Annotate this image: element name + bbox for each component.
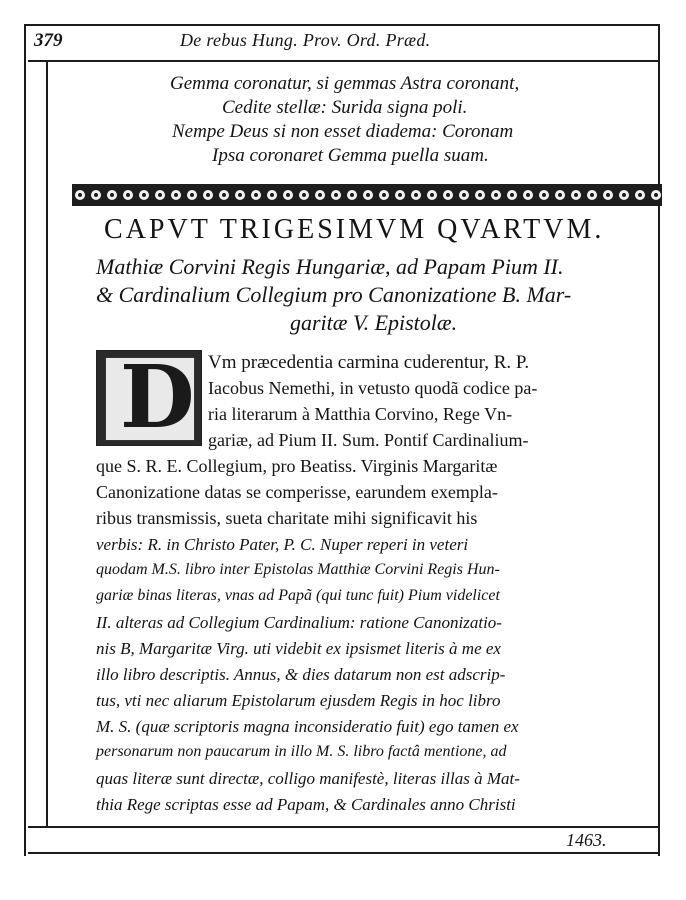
verse-line-1: Gemma coronatur, si gemmas Astra coronant, (170, 73, 520, 94)
ornamental-band (72, 182, 662, 208)
body-line-7: ribus transmissis, sueta charitate mihi significavit his (96, 508, 478, 528)
chapter-subtitle-line-2: & Cardinalium Collegium pro Canonizatione B. Mar- (96, 282, 572, 307)
initial-letter: D (120, 347, 195, 448)
bottom-rule-lower (28, 852, 658, 854)
body-line-2: Iacobus Nemethi, in vetusto quodã codice pa- (208, 378, 538, 398)
page-number: 379 (34, 30, 63, 51)
body-line-1: Vm præcedentia carmina cuderentur, R. P. (208, 352, 530, 373)
body-italic-line-1: verbis: R. in Christo Pater, P. C. Nuper reperi in veteri (96, 535, 469, 554)
catchword-year: 1463. (566, 830, 607, 850)
body-italic-line-6: illo libro descriptis. Annus, & dies datarum non est adscrip- (96, 665, 506, 684)
body-line-5: que S. R. E. Collegium, pro Beatiss. Virginis Margaritæ (96, 456, 498, 476)
running-title: De rebus Hung. Prov. Ord. Præd. (180, 30, 431, 50)
inner-margin-line (46, 60, 48, 826)
body-italic-line-8: M. S. (quæ scriptoris magna inconsideratio fuit) ego tamen ex (96, 717, 519, 736)
chapter-subtitle-line-1: Mathiæ Corvini Regis Hungariæ, ad Papam Pium II. (96, 254, 564, 279)
chapter-subtitle-line-3: garitæ V. Epistolæ. (290, 310, 458, 335)
top-rule (24, 24, 660, 26)
body-italic-line-4: II. alteras ad Collegium Cardinalium: ratione Canonizatio- (96, 613, 502, 632)
verse-line-4: Ipsa coronaret Gemma puella suam. (212, 145, 489, 166)
bottom-rule-upper (28, 826, 658, 828)
body-italic-line-3: gariæ binas literas, vnas ad Papã (qui tunc fuit) Pium videlicet (96, 587, 500, 604)
body-italic-line-5: nis B, Margaritæ Virg. uti videbit ex ipsismet literis à me ex (96, 639, 501, 658)
verse-line-2: Cedite stellæ: Surida signa poli. (222, 97, 468, 118)
body-italic-line-9: personarum non paucarum in illo M. S. libro factâ mentione, ad (96, 743, 507, 760)
body-italic-line-10: quas literæ sunt directæ, colligo manifestè, literas illas à Mat- (96, 769, 520, 788)
left-frame-line (24, 24, 26, 856)
header-rule (28, 60, 658, 62)
body-italic-line-2: quodam M.S. libro inter Epistolas Matthiæ Corvini Regis Hun- (96, 561, 500, 578)
body-line-4: gariæ, ad Pium II. Sum. Pontif Cardinalium- (208, 430, 529, 450)
verse-line-3: Nempe Deus si non esset diadema: Coronam (172, 121, 514, 142)
decorated-initial-panel (105, 347, 195, 448)
body-italic-line-11: thia Rege scriptas esse ad Papam, & Cardinales anno Christi (96, 795, 516, 814)
decorated-initial (96, 347, 202, 448)
body-line-3: ria literarum à Matthia Corvino, Rege Vn- (208, 404, 513, 424)
body-italic-line-7: tus, vti nec aliarum Epistolarum ejusdem Regis in hoc libro (96, 691, 501, 710)
body-line-6: Canonizatione datas se comperisse, earundem exempla- (96, 482, 498, 502)
chapter-title: CAPVT TRIGESIMVM QVARTVM. (104, 214, 605, 245)
